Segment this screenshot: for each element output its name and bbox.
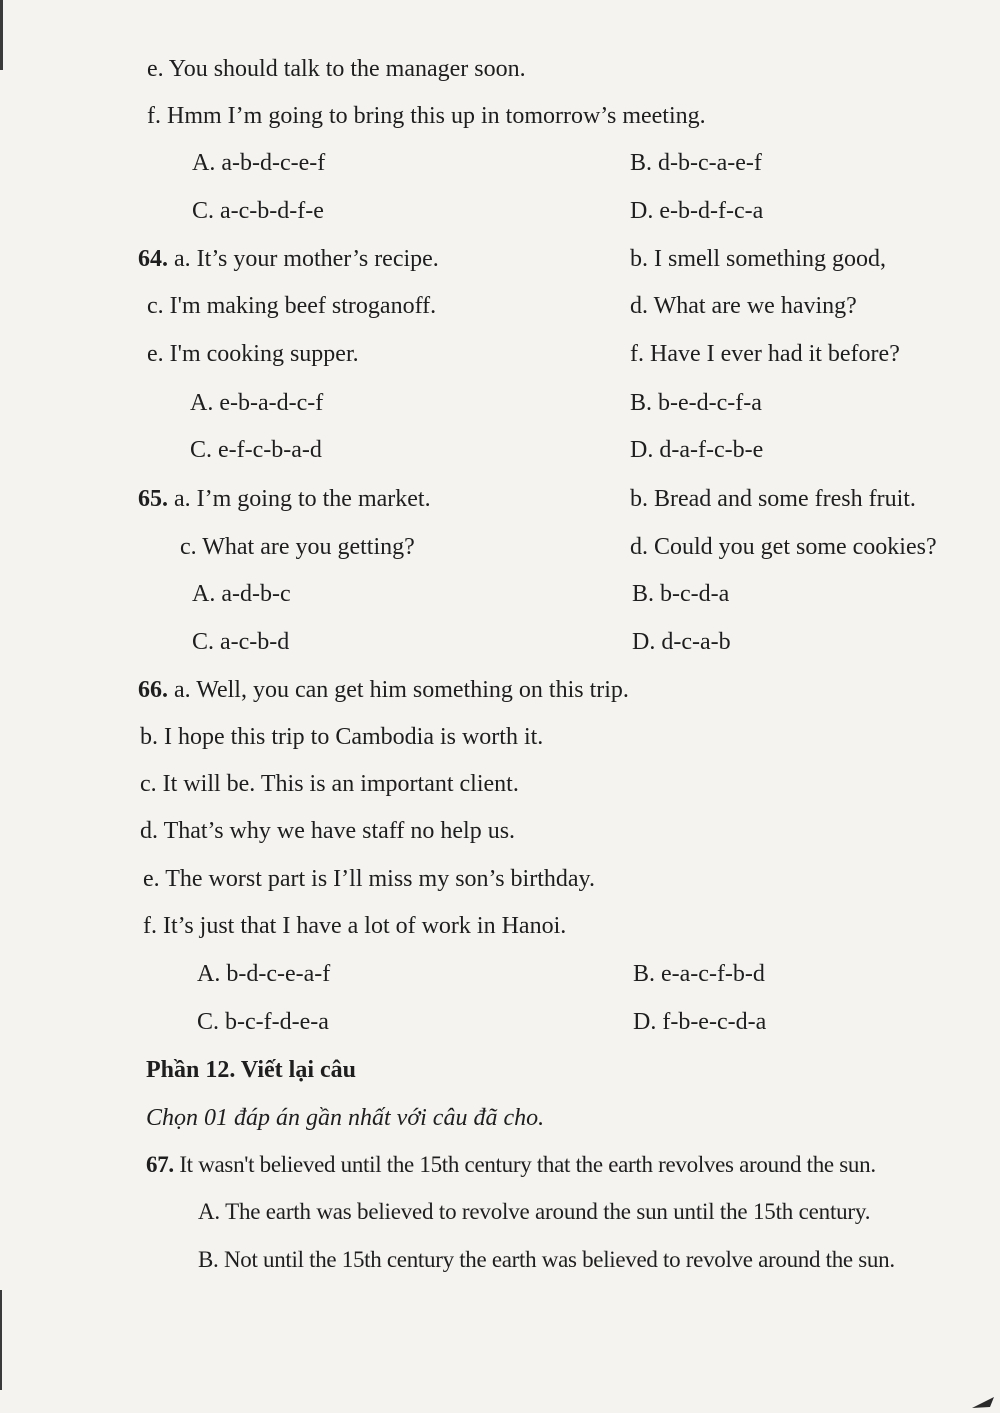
- q64-sentence-a: a. It’s your mother’s recipe.: [174, 246, 439, 272]
- q66-option-b: B. e-a-c-f-b-d: [633, 961, 765, 987]
- q66-option-d: D. f-b-e-c-d-a: [633, 1009, 767, 1035]
- section-title: Phần 12. Viết lại câu: [146, 1057, 357, 1083]
- section-instruction: Chọn 01 đáp án gần nhất với câu đã cho.: [146, 1105, 545, 1131]
- q66-line-c: c. It will be. This is an important client.: [140, 771, 519, 797]
- q64-option-d: D. d-a-f-c-b-e: [630, 437, 764, 463]
- question-number: 64.: [138, 246, 168, 272]
- q63-line-e: e. You should talk to the manager soon.: [147, 56, 526, 82]
- q63-option-b: B. d-b-c-a-e-f: [630, 150, 762, 176]
- q65-sentence-a: a. I’m going to the market.: [174, 486, 431, 512]
- q65-option-c: C. a-c-b-d: [192, 629, 290, 655]
- question-number: 67.: [146, 1152, 174, 1177]
- q65-option-d: D. d-c-a-b: [632, 629, 731, 655]
- q64-option-c: C. e-f-c-b-a-d: [190, 437, 322, 463]
- scan-edge-mark: [0, 0, 3, 70]
- q64-option-b: B. b-e-d-c-f-a: [630, 390, 762, 416]
- q65-line-c: c. What are you getting?: [180, 534, 415, 560]
- q65-option-a: A. a-d-b-c: [192, 581, 291, 607]
- q66-option-a: A. b-d-c-e-a-f: [197, 961, 331, 987]
- q64-line-a: [138, 245, 439, 273]
- q64-line-e: e. I'm cooking supper.: [147, 341, 359, 367]
- corner-scribble-icon: [970, 1395, 996, 1409]
- question-number: 66.: [138, 677, 168, 703]
- q63-option-d: D. e-b-d-f-c-a: [630, 198, 764, 224]
- q66-option-c: C. b-c-f-d-e-a: [197, 1009, 329, 1035]
- q63-line-f: f. Hmm I’m going to bring this up in tomorrow’s meeting.: [147, 103, 706, 129]
- q64-line-f: f. Have I ever had it before?: [630, 341, 900, 367]
- q67-option-b: B. Not until the 15th century the earth was believed to revolve around the sun.: [198, 1247, 895, 1272]
- q66-line-d: d. That’s why we have staff no help us.: [140, 818, 516, 844]
- q66-line-e: e. The worst part is I’ll miss my son’s birthday.: [143, 866, 595, 892]
- q64-option-a: A. e-b-a-d-c-f: [190, 390, 324, 416]
- q63-option-a: A. a-b-d-c-e-f: [192, 150, 326, 176]
- q66-line-f: f. It’s just that I have a lot of work in Hanoi.: [143, 913, 567, 939]
- q63-option-c: C. a-c-b-d-f-e: [192, 198, 324, 224]
- q64-line-d: d. What are we having?: [630, 293, 857, 319]
- q67-stem: It wasn't believed until the 15th century that the earth revolves around the sun.: [179, 1152, 876, 1177]
- q65-option-b: B. b-c-d-a: [632, 581, 730, 607]
- q65-line-b: b. Bread and some fresh fruit.: [630, 486, 916, 512]
- q65-line-d: d. Could you get some cookies?: [630, 534, 937, 560]
- scan-edge-mark: [0, 1290, 2, 1390]
- q66-line-a: [138, 676, 629, 704]
- q67-option-a: A. The earth was believed to revolve around the sun until the 15th century.: [198, 1199, 871, 1224]
- q67-stem-line: [146, 1151, 876, 1179]
- q64-line-c: c. I'm making beef stroganoff.: [147, 293, 437, 319]
- question-number: 65.: [138, 486, 168, 512]
- q64-line-b: b. I smell something good,: [630, 246, 886, 272]
- q65-line-a: [138, 485, 431, 513]
- q66-line-b: b. I hope this trip to Cambodia is worth it.: [140, 724, 544, 750]
- q66-sentence-a: a. Well, you can get him something on this trip.: [174, 677, 629, 703]
